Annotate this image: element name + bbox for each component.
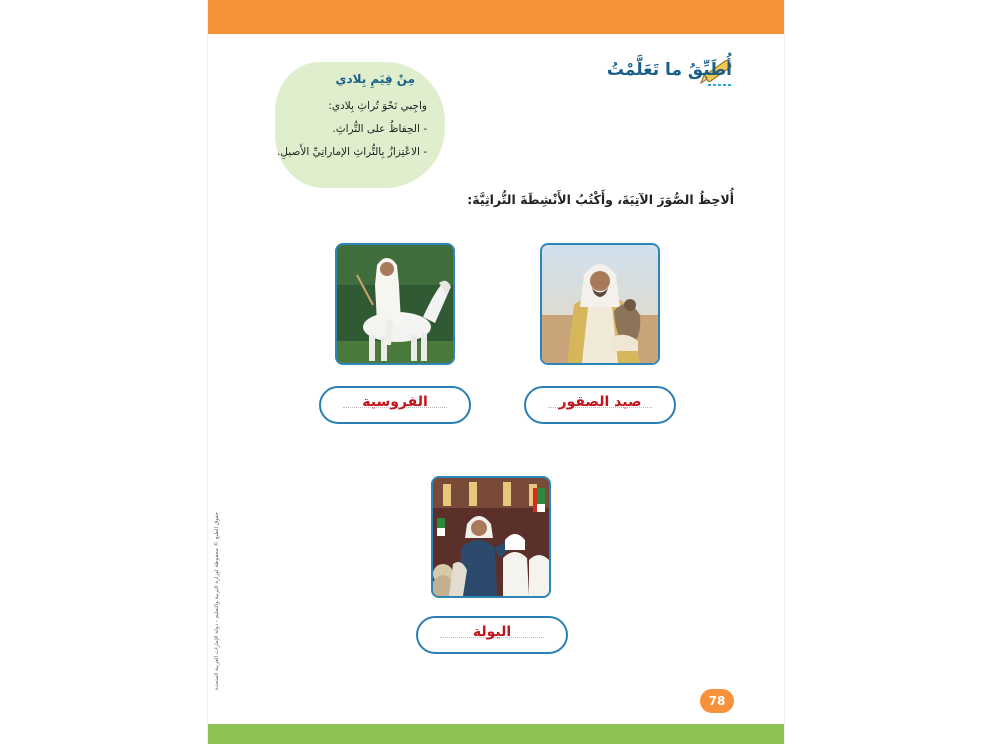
bottom-green-band <box>208 724 784 744</box>
page-number-badge: 78 <box>700 689 734 713</box>
values-line: واجِبي نَحْوَ تُراثِ بِلادي: <box>328 100 427 112</box>
values-line: - الاعْتِزازُ بِالتُّراثِ الإماراتِيِّ الأَصيلِ. <box>276 146 427 158</box>
section-title: أُطَبِّقُ ما تَعَلَّمْتُ <box>606 60 732 80</box>
values-box-title: مِنْ قِيَمِ بِلادي <box>335 72 415 86</box>
workbook-page <box>208 0 784 744</box>
answer-text: الفروسية <box>362 394 428 410</box>
instruction-text: أُلاحِظُ الصُّوَرَ الآتِيَةَ، وأَكْتُبُ الأَنْشِطَةَ التُّراثِيَّةَ: <box>467 192 734 207</box>
falconry-photo <box>540 243 660 365</box>
yola-dance-photo <box>431 476 551 598</box>
answer-field-horsemanship[interactable] <box>319 386 471 424</box>
top-orange-band <box>208 0 784 34</box>
answer-field-falconry[interactable] <box>524 386 676 424</box>
answer-field-yola[interactable] <box>416 616 568 654</box>
values-line: - الحِفاظُ على التُّراثِ. <box>332 123 427 135</box>
answer-text: صيد الصقور <box>558 394 642 410</box>
values-box <box>275 62 445 188</box>
answer-text: اليولة <box>472 624 512 640</box>
horsemanship-photo <box>335 243 455 365</box>
copyright-credit: حقوق الطبع © محفوظة لوزارة التربية والتعليم - دولة الإمارات العربية المتحدة <box>214 511 220 690</box>
